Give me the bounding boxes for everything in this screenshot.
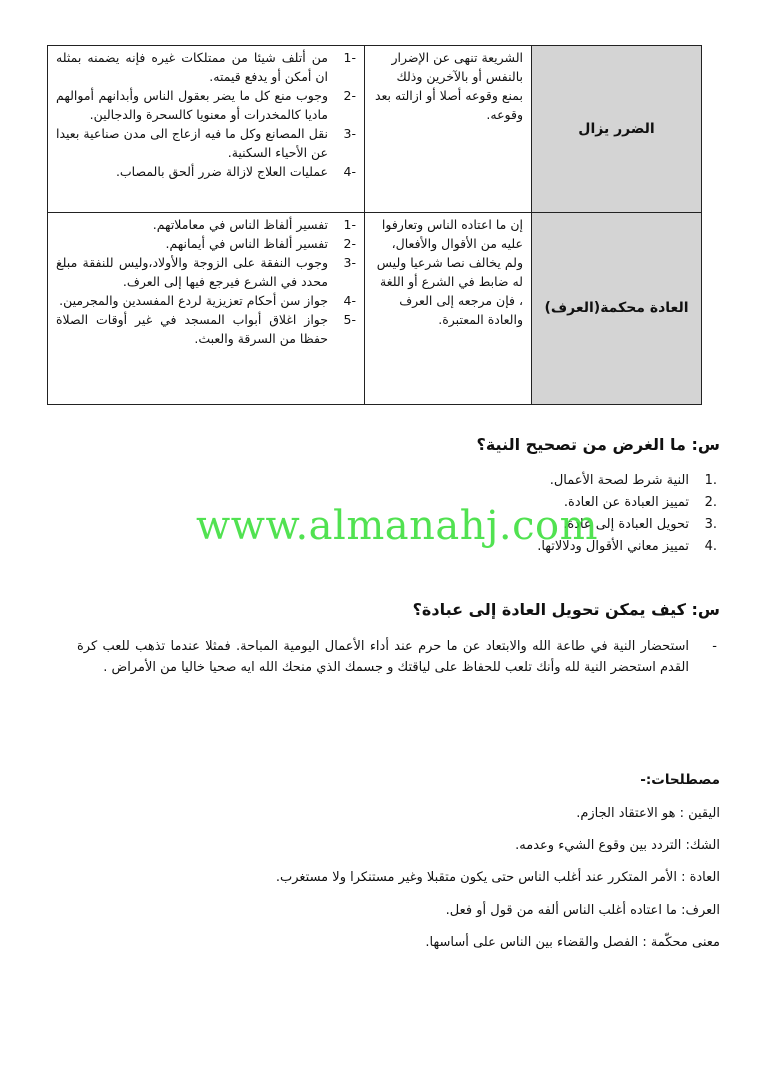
term-item: العادة : الأمر المتكرر عند أغلب الناس حتى يكون متقبلا وغير مستنكرا ولا مستغرب.: [275, 870, 720, 885]
list-item: 2. تمييز العبادة عن العادة.: [563, 495, 717, 510]
answer-text: استحضار النية في طاعة الله والابتعاد عن ما حرم عند أداء الأعمال اليومية المباحة. فمثلا عندما تذهب للعب كرة القدم استحضر النية لله وأنك تلعب للحفاظ على لياقتك و جسمك الذي منحك الله ايه صحيا خاليا من الأمراض .: [77, 639, 689, 675]
list-item: 1- تفسير ألفاظ الناس في معاملاتهم.: [152, 217, 356, 232]
term-item: معنى محكّمة : الفصل والقضاء بين الناس على أساسها.: [425, 935, 720, 950]
list-item: 3- نقل المصانع وكل ما فيه ازعاج الى مدن صناعية بعيدا عن الأحياء السكنية.: [56, 126, 356, 160]
list-item: 4- عمليات العلاج لازالة ضرر ألحق بالمصاب.: [115, 164, 356, 179]
answer-paragraph: [77, 636, 717, 678]
table-row: [48, 46, 702, 213]
rules-table: [47, 45, 702, 405]
term-item: العرف: ما اعتاده أغلب الناس ألفه من قول أو فعل.: [445, 903, 720, 918]
list-item: 5- جواز اغلاق أبواب المسجد في غير أوقات الصلاة حفظا من السرقة والعبث.: [56, 312, 356, 346]
rule-applications-cell: [48, 46, 365, 213]
list-item: 4. تمييز معاني الأقوال ودلالاتها.: [537, 539, 717, 554]
list-item: 3. تحويل العبادة إلى عادة.: [563, 517, 717, 532]
list-item: 2- تفسير ألفاظ الناس في أيمانهم.: [165, 236, 356, 251]
watermark: www.almanahj.com: [196, 503, 599, 549]
term-item: الشك: التردد بين وقوع الشيء وعدمه.: [515, 838, 720, 853]
term-item: اليقين : هو الاعتقاد الجازم.: [576, 806, 720, 821]
list-item: 1. النية شرط لصحة الأعمال.: [549, 473, 717, 488]
bullet-dash: -: [712, 639, 717, 654]
rule-name-cell: الضرر يزال: [532, 46, 702, 213]
rule-definition-cell: إن ما اعتاده الناس وتعارفوا عليه من الأقوال والأفعال، ولم يخالف نصا شرعيا وليس له ضابط في الشرع أو اللغة ، فإن مرجعه إلى العرف والعادة المعتبرة.: [365, 213, 532, 405]
rule-applications-cell: [48, 213, 365, 405]
list-item: 1- من أتلف شيئا من ممتلكات غيره فإنه يضمنه بمثله ان أمكن أو يدفع قيمته.: [56, 50, 356, 84]
rule-name-cell: العادة محكمة(العرف): [532, 213, 702, 405]
list-item: 2- وجوب منع كل ما يضر بعقول الناس وأبدانهم أموالهم ماديا كالمخدرات أو معنويا كالسحرة والدجالين.: [56, 88, 356, 122]
list-item: 4- جواز سن أحكام تعزيزية لردع المفسدين والمجرمين.: [59, 293, 356, 308]
question-heading: س: كيف يمكن تحويل العادة إلى عبادة؟: [412, 600, 720, 619]
table-row: [48, 213, 702, 405]
question-heading: س: ما الغرض من تصحيح النية؟: [476, 435, 720, 454]
rule-definition-cell: الشريعة تنهى عن الإضرار بالنفس أو بالآخرين وذلك بمنع وقوعه أصلا أو ازالته بعد وقوعه.: [365, 46, 532, 213]
list-item: 3- وجوب النفقة على الزوجة والأولاد،وليس للنفقة مبلغ محدد في الشرع فيرجع فيها إلى العرف.: [56, 255, 356, 289]
terms-title: مصطلحات:-: [640, 772, 720, 788]
